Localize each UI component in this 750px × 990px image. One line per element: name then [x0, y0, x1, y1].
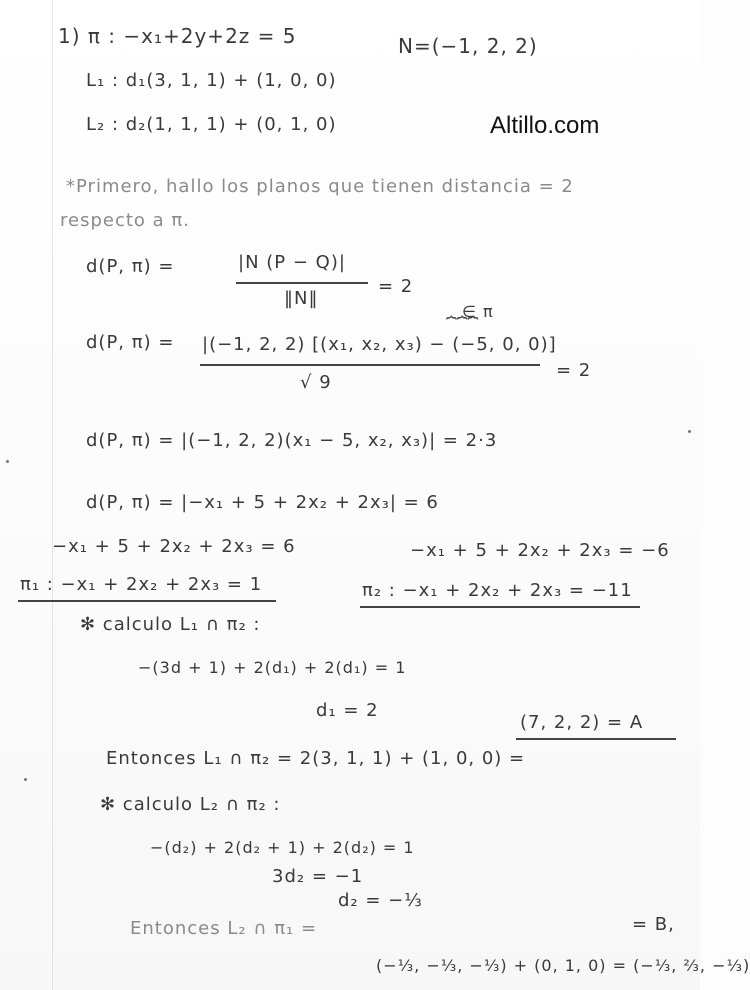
text-respecto: respecto a π.: [60, 210, 190, 231]
calc2-step: 3d₂ = −1: [272, 866, 364, 887]
line-l2-equation: L₂ : d₂(1, 1, 1) + (0, 1, 0): [86, 114, 337, 135]
formula2-lhs: d(P, π) =: [86, 332, 175, 353]
plane-pi1-underline: [18, 600, 276, 602]
scan-speck: [688, 430, 691, 433]
equation-case1: −x₁ + 5 + 2x₂ + 2x₃ = 6: [52, 536, 296, 557]
point-b-label: = B,: [632, 914, 675, 935]
calc1-equation: −(3d + 1) + 2(d₁) + 2(d₁) = 1: [138, 658, 407, 677]
formula2-note: ∈ π: [462, 302, 494, 321]
formula2-fraction-bar: [200, 364, 540, 366]
point-a: (7, 2, 2) = A: [520, 712, 644, 733]
calc2-equation: −(d₂) + 2(d₂ + 1) + 2(d₂) = 1: [150, 838, 415, 857]
formula1-fraction-bar: [236, 282, 368, 284]
formula1-rhs: = 2: [378, 276, 414, 297]
calc-heading-2: ✻ calculo L₂ ∩ π₂ :: [100, 794, 281, 815]
formula2-brace: ⏞⏞⏞: [446, 316, 479, 337]
formula1-denominator: ‖N‖: [284, 288, 319, 309]
equation-case2: −x₁ + 5 + 2x₂ + 2x₃ = −6: [410, 540, 670, 561]
formula1-numerator: |N (P − Q)|: [238, 252, 346, 273]
calc-heading-1: ✻ calculo L₁ ∩ π₂ :: [80, 614, 261, 635]
formula2-numerator: |(−1, 2, 2) [(x₁, x₂, x₃) − (−5, 0, 0)]: [202, 334, 557, 355]
plane-pi1: π₁ : −x₁ + 2x₂ + 2x₃ = 1: [20, 574, 263, 595]
formula1-lhs: d(P, π) =: [86, 256, 175, 277]
text-primero: *Primero, hallo los planos que tienen distancia = 2: [66, 176, 574, 197]
line-l1-equation: L₁ : d₁(3, 1, 1) + (1, 0, 0): [86, 70, 337, 91]
formula4: d(P, π) = |−x₁ + 5 + 2x₂ + 2x₃| = 6: [86, 492, 439, 513]
page-margin-line: [52, 0, 53, 990]
watermark-text: Altillo.com: [490, 112, 600, 139]
plane-equation: 1) π : −x₁+2y+2z = 5: [58, 24, 297, 48]
plane-pi2: π₂ : −x₁ + 2x₂ + 2x₃ = −11: [362, 580, 633, 601]
formula2-denominator: √ 9: [300, 372, 332, 393]
normal-vector: N=(−1, 2, 2): [398, 34, 538, 58]
scan-speck: [6, 460, 9, 463]
point-a-underline: [516, 738, 676, 740]
plane-pi2-underline: [360, 606, 640, 608]
formula2-rhs: = 2: [556, 360, 592, 381]
intersection-a-line: Entonces L₁ ∩ π₂ = 2(3, 1, 1) + (1, 0, 0) =: [106, 748, 526, 769]
formula3: d(P, π) = |(−1, 2, 2)(x₁ − 5, x₂, x₃)| = 2·3: [86, 430, 498, 451]
intersection-b-line: Entonces L₂ ∩ π₁ =: [130, 918, 318, 939]
point-b-computation: (−⅓, −⅓, −⅓) + (0, 1, 0) = (−⅓, ⅔, −⅓): [376, 956, 750, 975]
scan-speck: [24, 778, 27, 781]
calc1-result: d₁ = 2: [316, 700, 379, 721]
calc2-result: d₂ = −⅓: [338, 890, 423, 911]
